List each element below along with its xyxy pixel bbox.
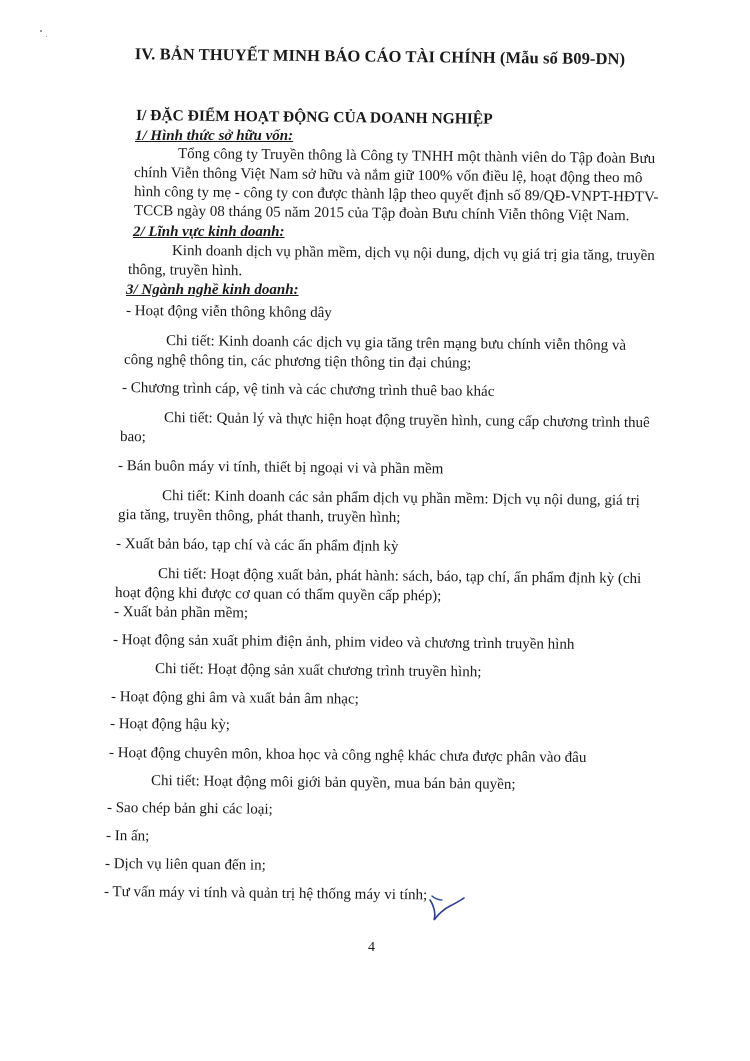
paragraph-line: chính Viễn thông Việt Nam sở hữu và nắm giữ 100% vốn điều lệ, hoạt động theo mô xyxy=(133,165,643,187)
paragraph-line: Kinh doanh dịch vụ phần mềm, dịch vụ nội dung, dịch vụ giá trị gia tăng, truyền xyxy=(171,243,655,265)
detail-line: hoạt động khi được cơ quan có thẩm quyền cấp phép); xyxy=(114,585,442,605)
subsection-heading-business-lines: 3/ Ngành nghề kinh doanh: xyxy=(126,282,299,298)
list-item: - Hoạt động ghi âm và xuất bản âm nhạc; xyxy=(110,689,359,708)
list-item: - Hoạt động chuyên môn, khoa học và công nghệ khác chưa được phân vào đâu xyxy=(108,745,587,766)
page-number: 4 xyxy=(368,940,375,955)
list-item: - Xuất bản báo, tạp chí và các ấn phẩm định kỳ xyxy=(115,536,399,555)
detail-line: bao; xyxy=(119,429,146,446)
paragraph-line: TCCB ngày 08 tháng 05 năm 2015 của Tập đoàn Bưu chính Viễn thông Việt Nam. xyxy=(133,203,630,225)
subsection-heading-business-field: 2/ Lĩnh vực kinh doanh: xyxy=(133,224,285,240)
list-item: - Xuất bản phần mềm; xyxy=(113,604,249,622)
scan-speck xyxy=(40,30,42,32)
list-item: - Sao chép bản ghi các loại; xyxy=(106,800,273,818)
detail-line: Chi tiết: Hoạt động môi giới bản quyền, mua bán bản quyền; xyxy=(150,773,516,793)
scan-speck xyxy=(46,36,47,37)
section-heading: I/ ĐẶC ĐIỂM HOẠT ĐỘNG CỦA DOANH NGHIỆP xyxy=(135,107,493,128)
list-item: - Hoạt động sản xuất phim điện ảnh, phim video và chương trình truyền hình xyxy=(112,632,575,653)
detail-line: Chi tiết: Quản lý và thực hiện hoạt động truyền hình, cung cấp chương trình thuê xyxy=(163,410,650,432)
subsection-heading-ownership: 1/ Hình thức sở hữu vốn: xyxy=(135,128,294,144)
list-item: - Dịch vụ liên quan đến in; xyxy=(104,856,266,874)
document-title: IV. BẢN THUYẾT MINH BÁO CÁO TÀI CHÍNH (Mẫu số B09-DN) xyxy=(134,44,626,69)
list-item: - Chương trình cáp, vệ tinh và các chương trình thuê bao khác xyxy=(121,380,495,400)
paragraph-line: hình công ty mẹ - công ty con được thành lập theo quyết định số 89/QĐ-VNPT-HĐTV- xyxy=(133,184,659,206)
list-item: - Bán buôn máy vi tính, thiết bị ngoại vi và phần mềm xyxy=(117,458,444,478)
paragraph-line: thông, truyền hình. xyxy=(127,262,243,280)
list-item: - Hoạt động viễn thông không dây xyxy=(125,303,332,322)
handwritten-signature-icon xyxy=(420,888,480,928)
list-item: - Hoạt động hậu kỳ; xyxy=(109,716,231,734)
detail-line: Chi tiết: Hoạt động sản xuất chương trình truyền hình; xyxy=(154,661,482,681)
detail-line: Chi tiết: Kinh doanh các dịch vụ gia tăng trên mạng bưu chính viễn thông và xyxy=(165,333,627,354)
detail-line: Chi tiết: Kinh doanh các sản phẩm dịch vụ phần mềm: Dịch vụ nội dung, giá trị xyxy=(161,488,640,510)
paragraph-line: Tổng công ty Truyền thông là Công ty TNHH một thành viên do Tập đoàn Bưu xyxy=(177,146,656,167)
detail-line: Chi tiết: Hoạt động xuất bản, phát hành: sách, báo, tạp chí, ấn phẩm định kỳ (chi xyxy=(157,566,642,588)
list-item: - In ấn; xyxy=(105,828,150,845)
detail-line: công nghệ thông tin, các phương tiện thông tin đại chúng; xyxy=(123,352,472,372)
detail-line: gia tăng, truyền thông, phát thanh, truyền hình; xyxy=(117,507,401,526)
list-item: - Tư vấn máy vi tính và quản trị hệ thống máy vi tính; xyxy=(103,884,428,904)
